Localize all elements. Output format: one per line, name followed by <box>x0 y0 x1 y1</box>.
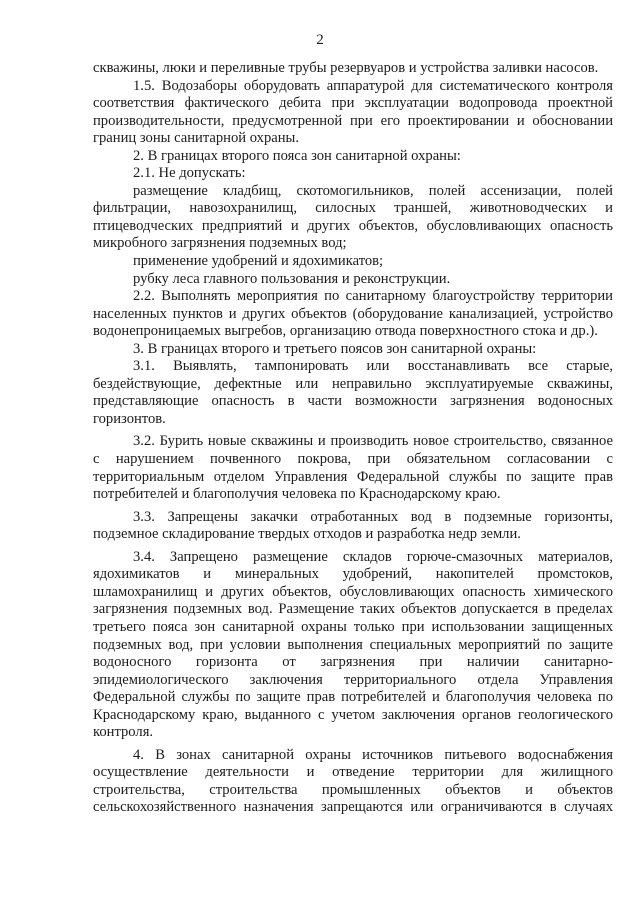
paragraph-1-5: 1.5. Водозаборы оборудовать аппаратурой для систематического контроля соответствия фактического дебита при эксплуатации водопровода проектной производительности, предусмотренной при его проектировании и обосновании границ зоны санитарной охраны. <box>93 77 613 147</box>
paragraph-3-1: 3.1. Выявлять, тампонировать или восстанавливать все старые, бездействующие, дефектные или неправильно эксплуатируемые скважины, представляющие опасность в части возможности загрязнения водоносных горизонтов. <box>93 358 613 427</box>
paragraph-4: 4. В зонах санитарной охраны источников питьевого водоснабжения осуществление деятельности и отведение территории для жилищного строительства, строительства промышленных объектов и объектов сельскохозяйственного назначения запрещаются или ограничиваются в случаях <box>93 746 613 816</box>
paragraph-3-4: 3.4. Запрещено размещение складов горюче-смазочных материалов, ядохимикатов и минеральных удобрений, накопителей промстоков, шламохранилищ и других объектов, обусловливающих опасность химического загрязнения подземных вод. Размещение таких объектов допускается в пределах третьего пояса зон санитарной охраны только при использовании защищенных подземных вод, при условии выполнения специальных мероприятий по защите водоносного горизонта от загрязнения при наличии санитарно-эпидемиологического заключения территориального отдела Управления Федеральной службы по защите прав потребителей и благополучия человека по Краснодарскому краю, выданного с учетом заключения органов геологического контроля. <box>93 548 613 741</box>
paragraph-3-3: 3.3. Запрещены закачки отработанных вод в подземные горизонты, подземное складирование твердых отходов и разработка недр земли. <box>93 508 613 543</box>
document-body <box>93 60 613 817</box>
list-item-burials: размещение кладбищ, скотомогильников, полей ассенизации, полей фильтрации, навозохранилищ, силосных траншей, животноводческих и птицеводческих предприятий и других объектов, обусловливающих опасность микробного загрязнения подземных вод; <box>93 182 613 252</box>
section-2-1-heading: 2.1. Не допускать: <box>133 165 246 182</box>
list-item-fertilizers: применение удобрений и ядохимикатов; <box>133 253 384 270</box>
section-3-heading: 3. В границах второго и третьего поясов зон санитарной охраны: <box>133 340 537 357</box>
page-number: 2 <box>316 32 324 48</box>
section-2-heading: 2. В границах второго пояса зон санитарной охраны: <box>133 147 461 164</box>
paragraph-2-2: 2.2. Выполнять мероприятия по санитарному благоустройству территории населенных пунктов и других объектов (оборудование канализацией, устройство водонепроницаемых выгребов, организацию отвода поверхностного стока и др.). <box>93 288 613 340</box>
paragraph-continuation: скважины, люки и переливные трубы резервуаров и устройства заливки насосов. <box>93 60 599 76</box>
list-item-logging: рубку леса главного пользования и реконструкции. <box>133 270 451 287</box>
paragraph-3-2: 3.2. Бурить новые скважины и производить новое строительство, связанное с нарушением почвенного покрова, при обязательном согласовании с территориальным отделом Управления Федеральной службы по защите прав потребителей и благополучия человека по Краснодарскому краю. <box>93 433 613 503</box>
